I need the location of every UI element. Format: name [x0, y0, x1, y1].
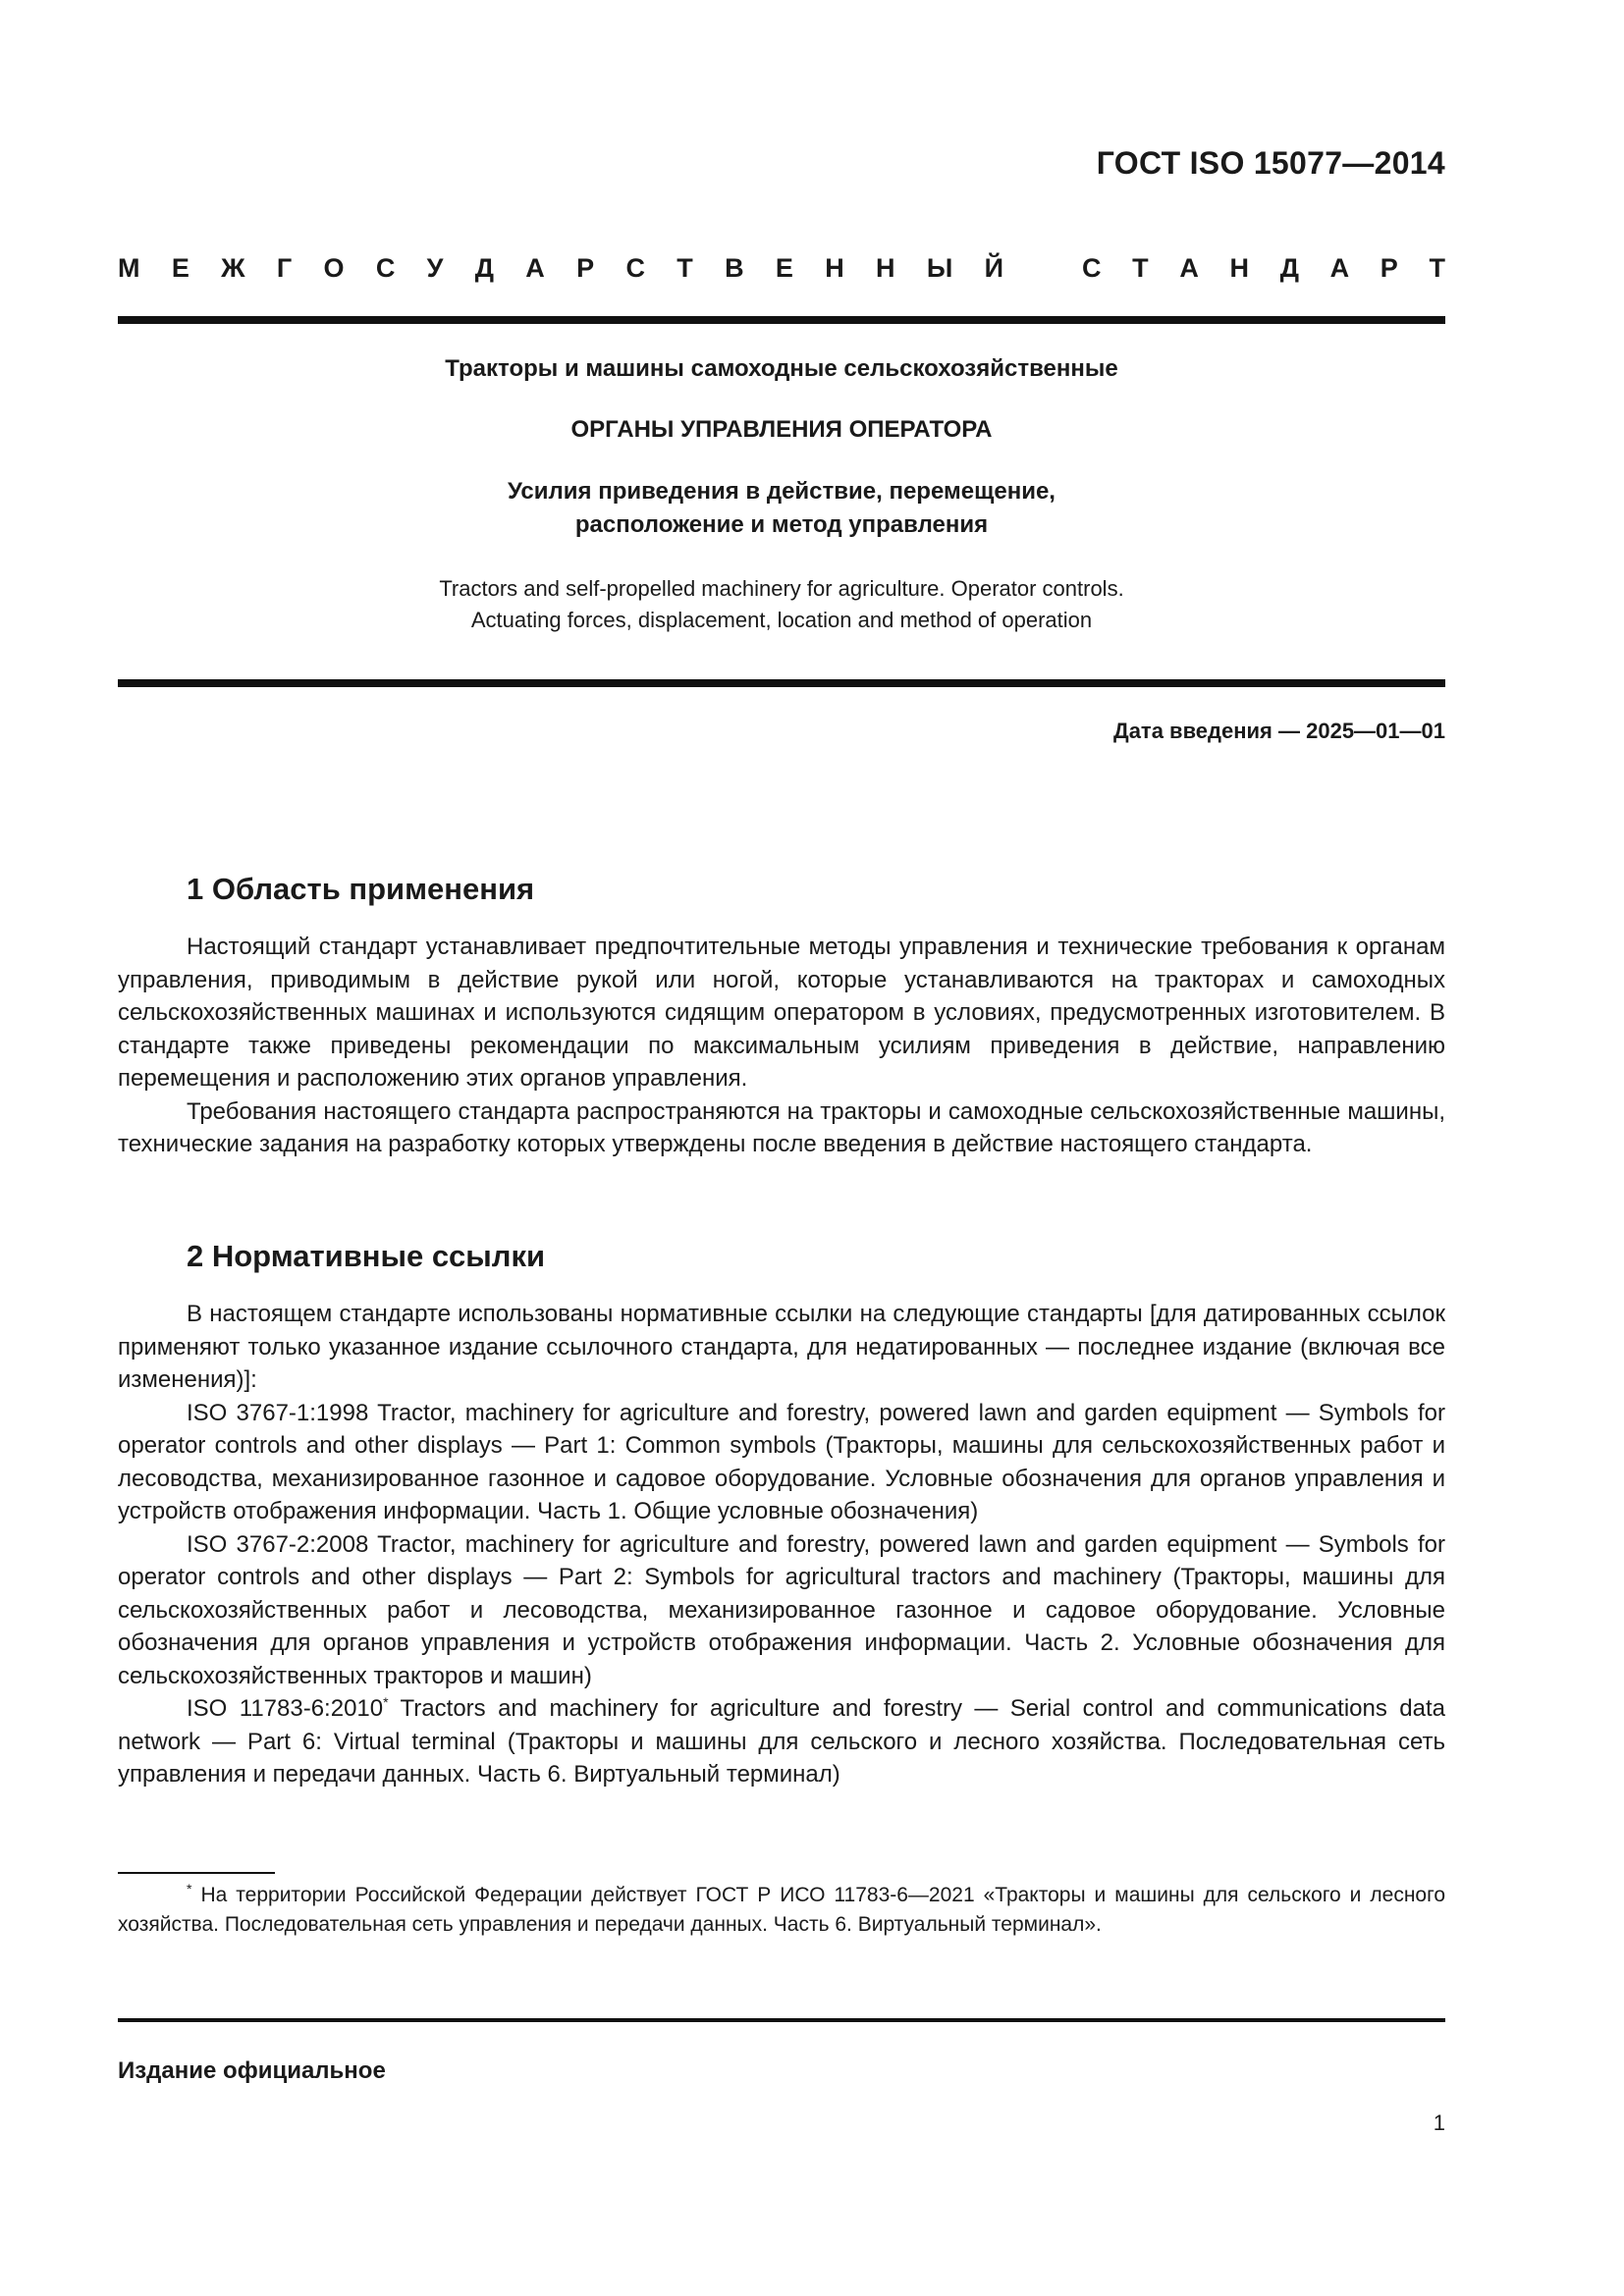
section-body-normative-references — [118, 1298, 1445, 1791]
section-body-scope — [118, 931, 1445, 1161]
banner-letter: Н — [825, 253, 844, 283]
banner-letter: С — [375, 253, 396, 283]
official-edition-label: Издание официальное — [118, 2057, 386, 2084]
banner-letter: Т — [1429, 253, 1445, 283]
banner-letter: Р — [1380, 253, 1398, 283]
banner-letter: Н — [876, 253, 895, 283]
banner-letter: Е — [171, 253, 189, 283]
banner-letter: Г — [276, 253, 293, 283]
reference-item: ISO 3767-2:2008 Tractor, machinery for agriculture and forestry, powered lawn and garden equipment — Symbols for operator controls and other displays — Part 2: Symbols for agricultural tractors and machinery (Тракторы, машины для сельскохозяйственных работ и лесоводства, механизированное газонное и садовое оборудование. Условные обозначения для органов управления и устройств отображения информации. Часть 2. Условные обозначения для сельскохозяйственных тракторов и машин) — [118, 1530, 1445, 1689]
reference-code: ISO 11783-6:2010 — [187, 1695, 384, 1722]
banner-letter: О — [323, 253, 345, 283]
title-line-3a: Усилия приведения в действие, перемещение, — [508, 478, 1056, 505]
paragraph: Требования настоящего стандарта распространяются на тракторы и самоходные сельскохозяйственные машины, технические задания на разработку которых утверждены после введения в действие настоящего стандарта. — [118, 1097, 1445, 1157]
title-line-3 — [118, 475, 1445, 542]
paragraph: Настоящий стандарт устанавливает предпочтительные методы управления и технические требования к органам управления, приводимым в действие рукой или ногой, которые устанавливаются на тракторах и самоходных сельскохозяйственных машинах и используются сидящим оператором в условиях, предусмотренных изготовителем. В стандарте также приведены рекомендации по максимальным усилиям приведения в действие, направлению перемещения и расположению этих органов управления. — [118, 934, 1445, 1092]
banner-letter: М — [118, 253, 140, 283]
banner-letter: У — [426, 253, 444, 283]
banner-letter: Д — [474, 253, 494, 283]
title-line-2: ОРГАНЫ УПРАВЛЕНИЯ ОПЕРАТОРА — [570, 416, 993, 443]
footnote-marker: * — [383, 1694, 389, 1710]
title-block — [118, 355, 1445, 636]
banner-letter: А — [1329, 253, 1350, 283]
banner-letter: Н — [1229, 253, 1250, 283]
reference-item: ISO 3767-1:1998 Tractor, machinery for agriculture and forestry, powered lawn and garden equipment — Symbols for operator controls and other displays — Part 1: Common symbols (Тракторы, машины для сельскохозяйственных работ и лесоводства, механизированное газонное и садовое оборудование. Условные обозначения для органов управления и устройств отображения информации. Часть 1. Общие условные обозначения) — [118, 1399, 1445, 1524]
banner-letter: Ж — [221, 253, 245, 283]
header-divider — [118, 316, 1445, 324]
banner-letter: С — [625, 253, 645, 283]
footnote-text: На территории Российской Федерации действует ГОСТ Р ИСО 11783-6—2021 «Тракторы и машины для сельского и лесного хозяйства. Последовательная сеть управления и передачи данных. Часть 6. Виртуальный терминал». — [118, 1884, 1445, 1936]
english-title-line-1: Tractors and self-propelled machinery for agriculture. Operator controls. — [439, 576, 1124, 601]
document-code: ГОСТ ISO 15077—2014 — [1096, 145, 1445, 181]
banner-letter: А — [525, 253, 545, 283]
reference-item — [118, 1692, 1445, 1791]
title-line-1: Тракторы и машины самоходные сельскохозяйственные — [445, 355, 1118, 382]
banner-letter: Р — [576, 253, 595, 283]
banner-letter: С — [1082, 253, 1102, 283]
section-heading-scope: 1 Область применения — [187, 872, 535, 906]
footnote-marker: * — [187, 1881, 192, 1896]
banner-letter: Д — [1279, 253, 1299, 283]
title-line-3b: расположение и метод управления — [574, 511, 989, 538]
reference-text: Tractors and machinery for agriculture and forestry — Serial control and communications data network — Part 6: Virtual terminal (Тракторы и машины для сельского и лесного хозяйства. Последовательная сеть управления и передачи данных. Часть 6. Виртуальный терминал) — [118, 1695, 1445, 1788]
banner-letter: В — [725, 253, 744, 283]
banner-letter: А — [1179, 253, 1199, 283]
banner-letter: Ы — [926, 253, 953, 283]
footer-divider — [118, 2018, 1445, 2022]
section-heading-normative-references: 2 Нормативные ссылки — [187, 1239, 546, 1273]
banner-letter: Й — [984, 253, 1003, 283]
english-title-line-2: Actuating forces, displacement, location and method of operation — [470, 608, 1093, 632]
page-number: 1 — [1433, 2110, 1445, 2135]
standard-word — [1082, 253, 1445, 284]
paragraph: В настоящем стандарте использованы нормативные ссылки на следующие стандарты [для датированных ссылок применяют только указанное издание ссылочного стандарта, для недатированных — последнее издание (включая все изменения)]: — [118, 1301, 1445, 1393]
banner-letter: Е — [775, 253, 793, 283]
introduction-date: Дата введения — 2025—01—01 — [1113, 719, 1445, 743]
footnote-divider — [118, 1872, 275, 1874]
english-title — [118, 573, 1445, 636]
interstate-word — [118, 253, 1003, 284]
interstate-standard-banner — [118, 253, 1445, 284]
banner-letter: Т — [677, 253, 693, 283]
banner-letter: Т — [1132, 253, 1149, 283]
title-divider — [118, 679, 1445, 687]
footnote — [118, 1881, 1445, 1940]
